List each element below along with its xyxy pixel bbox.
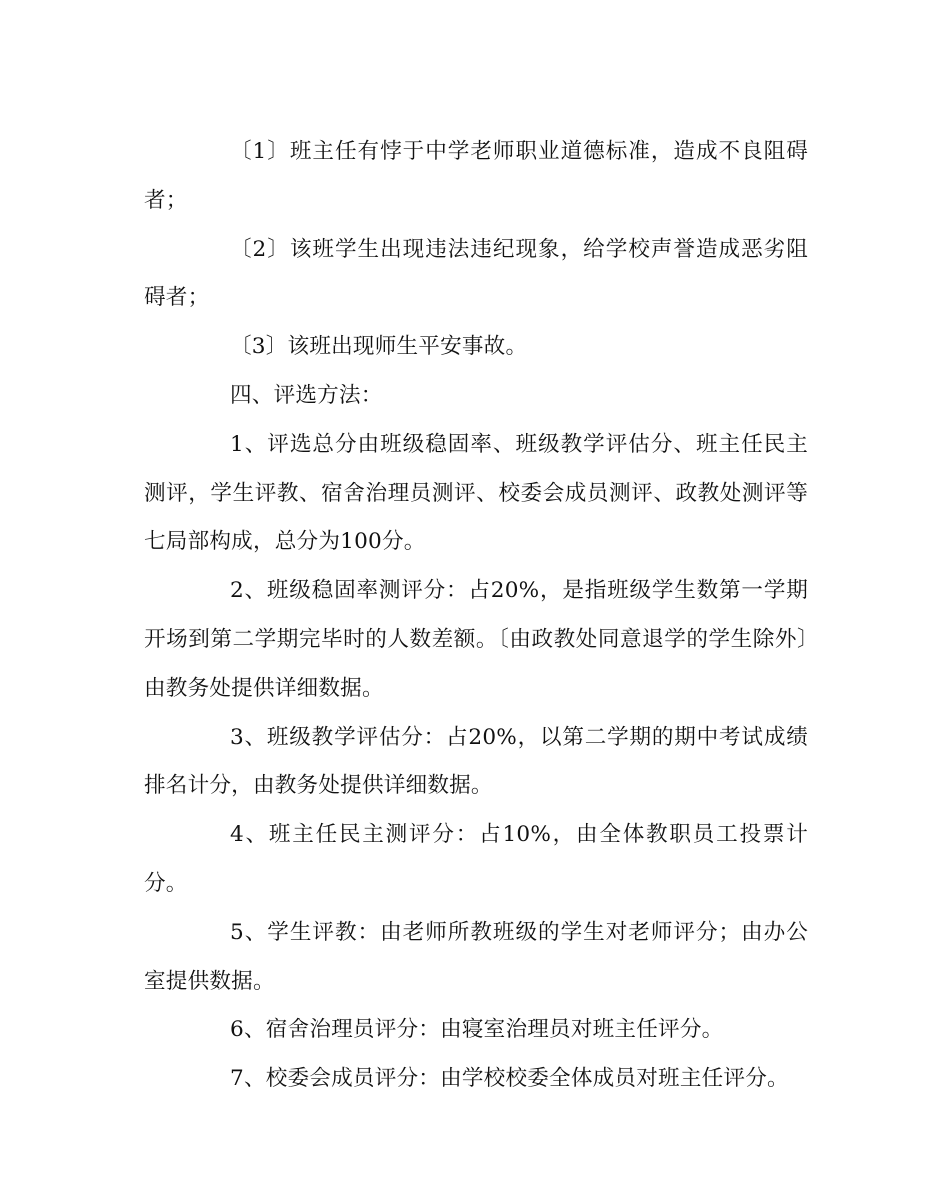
document-body: [144, 128, 808, 1104]
paragraph-item-1-violation: 〔1〕班主任有悖于中学老师职业道德标准，造成不良阻碍者；: [144, 139, 808, 213]
paragraph-method-6-dorm-manager-score: 6、宿舍治理员评分：由寝室治理员对班主任评分。: [230, 1017, 724, 1043]
section-heading-evaluation-methods: 四、评选方法：: [230, 382, 383, 408]
paragraph-method-1-total-score: 1、评选总分由班级稳固率、班级教学评估分、班主任民主测评，学生评教、宿舍治理员测评、校委会成员测评、政教处测评等七局部构成，总分为100分。: [144, 431, 808, 555]
paragraph-method-4-democratic-review: 4、班主任民主测评分：占10%，由全体教职员工投票计分。: [144, 822, 808, 896]
paragraph-item-3-safety: 〔3〕该班出现师生平安事故。: [230, 334, 528, 360]
paragraph-method-2-class-stability: 2、班级稳固率测评分：占20%，是指班级学生数第一学期开场到第二学期完毕时的人数差额。〔由政教处同意退学的学生除外〕由教务处提供详细数据。: [144, 578, 808, 701]
paragraph-item-2-discipline: 〔2〕该班学生出现违法违纪现象，给学校声誉造成恶劣阻碍者；: [144, 236, 808, 311]
paragraph-method-5-student-review: 5、学生评教：由老师所教班级的学生对老师评分；由办公室提供数据。: [144, 919, 808, 994]
paragraph-method-7-committee-score: 7、校委会成员评分：由学校校委全体成员对班主任评分。: [230, 1066, 789, 1092]
paragraph-method-3-teaching-evaluation: 3、班级教学评估分：占20%，以第二学期的期中考试成绩排名计分，由教务处提供详细数据。: [144, 724, 808, 799]
